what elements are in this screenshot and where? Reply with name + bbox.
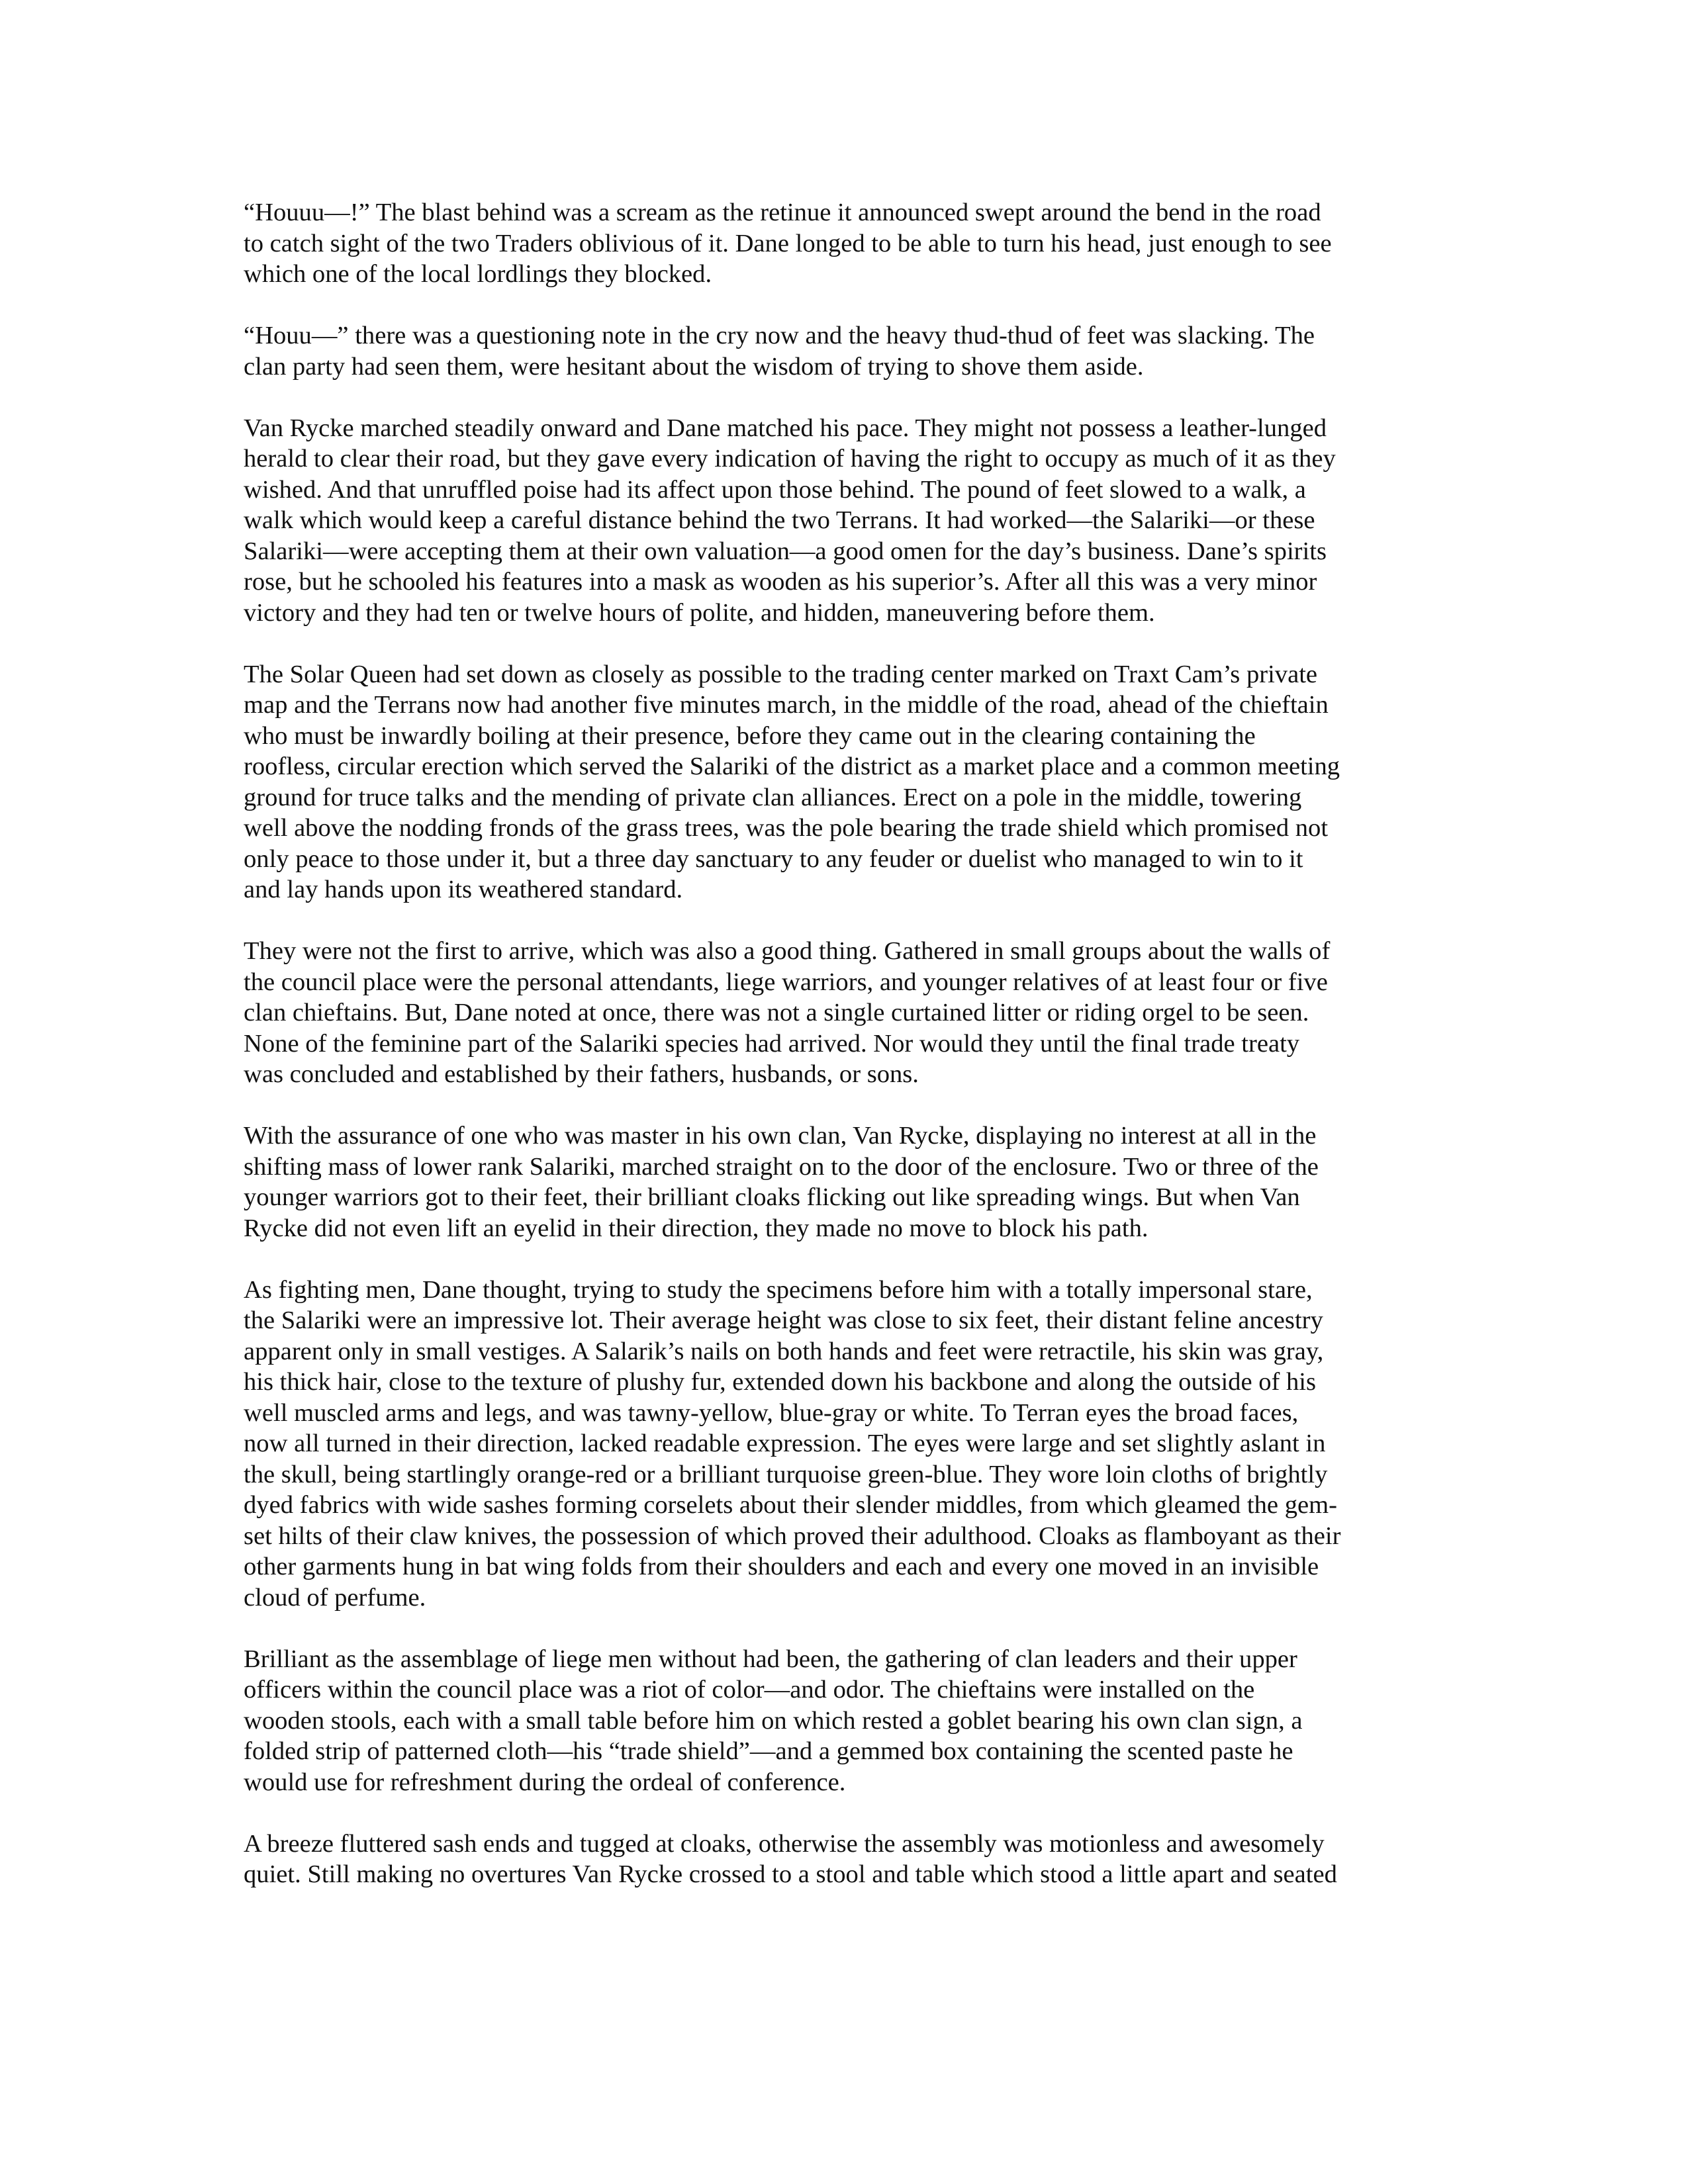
text-line: “Houuu—!” The blast behind was a scream as the retinue it announced swept around the bend in the road xyxy=(244,199,1321,226)
text-line: Rycke did not even lift an eyelid in their direction, they made no move to block his path. xyxy=(244,1214,1149,1242)
text-line: ground for truce talks and the mending of private clan alliances. Erect on a pole in the middle, towering xyxy=(244,783,1302,811)
text-line: clan party had seen them, were hesitant about the wisdom of trying to shove them aside. xyxy=(244,352,1144,381)
text-line: now all turned in their direction, lacked readable expression. The eyes were large and set slightly aslant in xyxy=(244,1430,1326,1457)
text-line: would use for refreshment during the ordeal of conference. xyxy=(244,1768,846,1796)
text-line: The Solar Queen had set down as closely as possible to the trading center marked on Traxt Cam’s private xyxy=(244,660,1318,688)
text-line: who must be inwardly boiling at their presence, before they came out in the clearing containing the xyxy=(244,721,1256,750)
text-line: “Houu—” there was a questioning note in the cry now and the heavy thud-thud of feet was slacking. The xyxy=(244,322,1315,349)
text-line: As fighting men, Dane thought, trying to study the specimens before him with a totally impersonal stare, xyxy=(244,1275,1313,1304)
page-body xyxy=(244,197,1442,1921)
paragraph-2 xyxy=(244,320,1442,382)
text-line: and lay hands upon its weathered standard. xyxy=(244,876,683,903)
text-line: Van Rycke marched steadily onward and Dane matched his pace. They might not possess a leather-lunged xyxy=(244,414,1327,442)
text-line: None of the feminine part of the Salariki species had arrived. Nor would they until the final trade treaty xyxy=(244,1029,1300,1058)
text-line: apparent only in small vestiges. A Salarik’s nails on both hands and feet were retractile, his skin was gray, xyxy=(244,1337,1324,1365)
text-line: walk which would keep a careful distance behind the two Terrans. It had worked—the Salariki—or these xyxy=(244,506,1315,534)
text-line: cloud of perfume. xyxy=(244,1583,426,1612)
text-line: well muscled arms and legs, and was tawny-yellow, blue-gray or white. To Terran eyes the broad faces, xyxy=(244,1398,1299,1427)
text-line: officers within the council place was a riot of color—and odor. The chieftains were installed on the xyxy=(244,1676,1255,1704)
text-line: Salariki—were accepting them at their own valuation—a good omen for the day’s business. Dane’s spirits xyxy=(244,537,1327,565)
text-line: was concluded and established by their fathers, husbands, or sons. xyxy=(244,1060,919,1088)
paragraph-6 xyxy=(244,1120,1442,1244)
text-line: which one of the local lordlings they blocked. xyxy=(244,260,712,288)
text-line: rose, but he schooled his features into a mask as wooden as his superior’s. After all this was a very minor xyxy=(244,568,1317,596)
text-line: quiet. Still making no overtures Van Rycke crossed to a stool and table which stood a little apart and seated xyxy=(244,1860,1337,1888)
text-line: his thick hair, close to the texture of plushy fur, extended down his backbone and along the outside of his xyxy=(244,1368,1317,1396)
paragraph-9 xyxy=(244,1829,1442,1890)
text-line: to catch sight of the two Traders oblivious of it. Dane longed to be able to turn his head, just enough to see xyxy=(244,229,1332,257)
text-line: the council place were the personal attendants, liege warriors, and younger relatives of at least four or five xyxy=(244,968,1328,996)
text-line: younger warriors got to their feet, their brilliant cloaks flicking out like spreading wings. But when Van xyxy=(244,1183,1300,1211)
text-line: herald to clear their road, but they gave every indication of having the right to occupy as much of it as they xyxy=(244,445,1336,473)
text-line: other garments hung in bat wing folds from their shoulders and each and every one moved in an invisible xyxy=(244,1553,1319,1580)
text-line: victory and they had ten or twelve hours of polite, and hidden, maneuvering before them. xyxy=(244,598,1155,627)
text-line: dyed fabrics with wide sashes forming corselets about their slender middles, from which gleamed the gem- xyxy=(244,1491,1337,1519)
text-line: clan chieftains. But, Dane noted at once, there was not a single curtained litter or riding orgel to be seen. xyxy=(244,999,1309,1026)
paragraph-4 xyxy=(244,659,1442,905)
text-line: shifting mass of lower rank Salariki, marched straight on to the door of the enclosure. Two or three of the xyxy=(244,1152,1319,1181)
text-line: well above the nodding fronds of the grass trees, was the pole bearing the trade shield which promised not xyxy=(244,814,1329,842)
paragraph-5 xyxy=(244,936,1442,1090)
text-line: set hilts of their claw knives, the possession of which proved their adulthood. Cloaks as flamboyant as their xyxy=(244,1522,1341,1550)
text-line: map and the Terrans now had another five minutes march, in the middle of the road, ahead of the chieftain xyxy=(244,691,1329,719)
text-line: wooden stools, each with a small table before him on which rested a goblet bearing his own clan sign, a xyxy=(244,1706,1303,1735)
text-line: Brilliant as the assemblage of liege men without had been, the gathering of clan leaders and their upper xyxy=(244,1645,1297,1673)
paragraph-3 xyxy=(244,413,1442,629)
text-line: folded strip of patterned cloth—his “trade shield”—and a gemmed box containing the scented paste he xyxy=(244,1737,1293,1765)
text-line: With the assurance of one who was master in his own clan, Van Rycke, displaying no interest at all in the xyxy=(244,1122,1317,1150)
text-line: roofless, circular erection which served the Salariki of the district as a market place and a common meeting xyxy=(244,752,1340,780)
text-line: only peace to those under it, but a three day sanctuary to any feuder or duelist who managed to win to it xyxy=(244,844,1303,873)
paragraph-7 xyxy=(244,1275,1442,1614)
paragraph-8 xyxy=(244,1644,1442,1798)
text-line: They were not the first to arrive, which was also a good thing. Gathered in small groups about the walls of xyxy=(244,937,1331,965)
text-line: wished. And that unruffled poise had its affect upon those behind. The pound of feet slowed to a walk, a xyxy=(244,475,1306,504)
text-line: A breeze fluttered sash ends and tugged at cloaks, otherwise the assembly was motionless and awesomely xyxy=(244,1829,1325,1858)
text-line: the Salariki were an impressive lot. Their average height was close to six feet, their distant feline ancestry xyxy=(244,1306,1323,1334)
text-line: the skull, being startlingly orange-red or a brilliant turquoise green-blue. They wore loin cloths of brightly xyxy=(244,1460,1328,1488)
paragraph-1 xyxy=(244,197,1442,290)
